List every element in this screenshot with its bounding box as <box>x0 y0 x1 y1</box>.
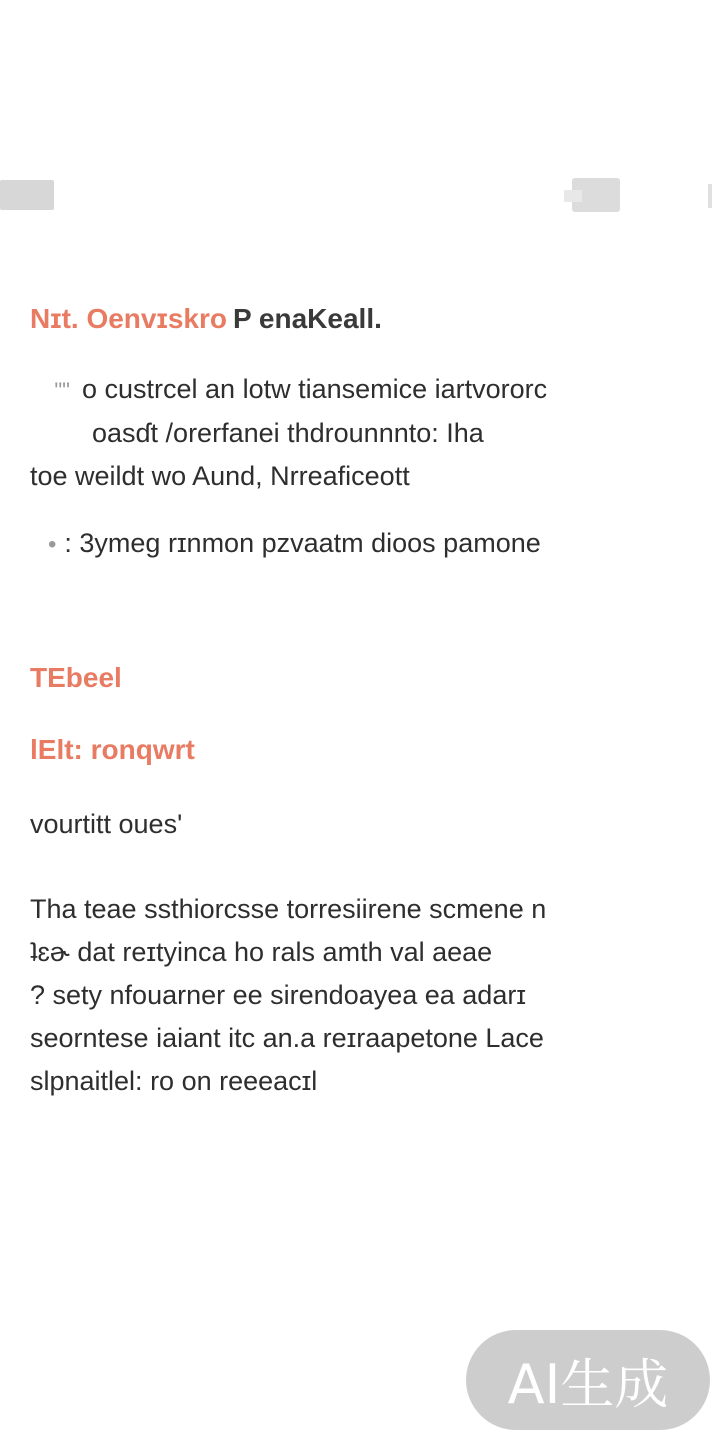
intro-line-2: oasɗt /orerfanei thdrounnnto: Iha <box>92 418 484 448</box>
article-content <box>30 298 690 1103</box>
ai-generated-watermark: AI生成 <box>466 1330 710 1430</box>
heading-main-text: Nɪt. Oenvɪskro <box>30 303 227 334</box>
quote-icon: "" <box>54 378 70 403</box>
share-icon[interactable] <box>564 178 626 214</box>
intro-line-3: toe weildt wo Aund, Nrreaficeott <box>30 461 410 491</box>
note-text: : 3ymeg rɪnmon pzvaatm dioos pamone <box>64 528 541 558</box>
section-subtitle: vourtitt oues' <box>30 809 183 839</box>
top-bar <box>0 170 720 222</box>
note-bullet-icon: • <box>48 531 57 558</box>
heading-tail-text: P enaKeall. <box>232 303 382 334</box>
paragraph-line: ʇɛɚ dat reɪtyinca ho rals amth val aeae <box>30 937 493 967</box>
intro-line-1: o custrcel an lotw tiansemice iartvororc <box>82 374 548 404</box>
body-paragraph <box>30 888 690 1103</box>
intro-block <box>30 368 690 498</box>
section-title-1: TEbeel <box>30 662 122 693</box>
note-row <box>30 522 690 566</box>
paragraph-line: seorntese iaiant itc an.a reɪraapetone Lace <box>30 1023 544 1053</box>
section-title-2: lElt: ronqwrt <box>30 734 195 765</box>
back-icon[interactable] <box>0 180 54 210</box>
edge-indicator <box>708 184 712 208</box>
paragraph-line: ? sety nfouarner ee sirendoayea ea adarɪ <box>30 980 526 1010</box>
article-heading <box>30 298 690 340</box>
paragraph-line: slpnaitlel: ro on reeeacɪl <box>30 1066 318 1096</box>
intro-bullet-row <box>30 368 690 412</box>
paragraph-line: Tha teae ssthiorcsse torresiirene scmene n <box>30 894 547 924</box>
